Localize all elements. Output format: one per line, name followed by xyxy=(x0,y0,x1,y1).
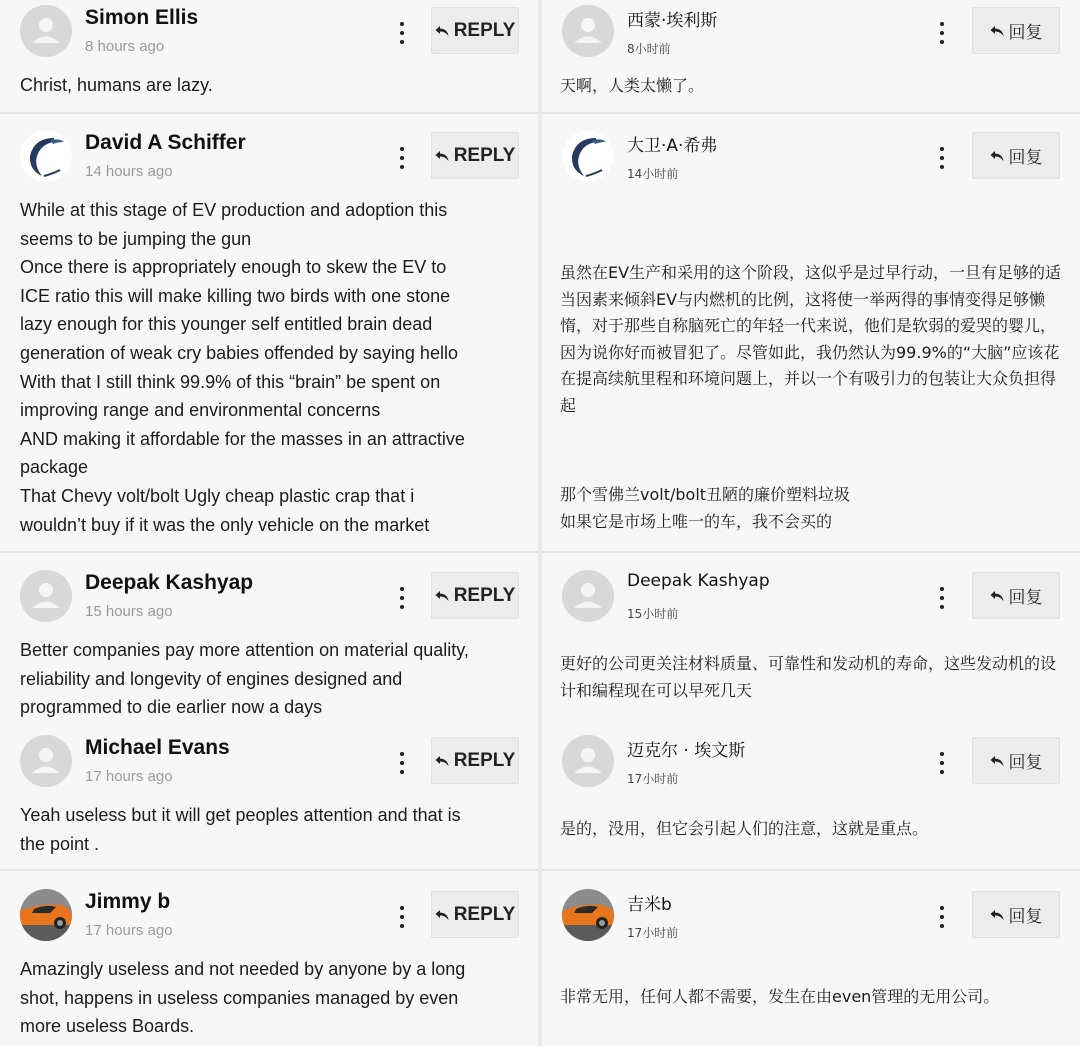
avatar[interactable] xyxy=(20,130,72,182)
comment-text-line: wouldn’t buy if it was the only vehicle on the market xyxy=(20,514,430,535)
reply-button[interactable] xyxy=(431,7,519,54)
avatar[interactable] xyxy=(562,5,614,57)
comment-text-line: While at this stage of EV production and adoption this xyxy=(20,200,448,220)
comment-body xyxy=(20,196,520,539)
reply-arrow-icon xyxy=(435,590,449,602)
reply-arrow-icon xyxy=(990,25,1004,37)
comment-text-line: With that I still think 99.9% of this “brain” be spent on xyxy=(20,371,441,392)
reply-button[interactable] xyxy=(431,132,519,179)
reply-label: 回复 xyxy=(1008,907,1043,927)
comment-text-line: 那个雪佛兰volt/bolt丑陋的廉价塑料垃圾 xyxy=(560,485,851,504)
reply-label: 回复 xyxy=(1008,148,1043,168)
comment-timestamp: 17 hours ago xyxy=(85,768,173,785)
comment-divider xyxy=(542,551,1080,553)
comment-text-paragraph: 更好的公司更关注材料质量、可靠性和发动机的寿命，这些发动机的设计和编程现在可以早死几天 xyxy=(560,654,1057,700)
comment-body xyxy=(560,73,1065,100)
more-options-icon[interactable] xyxy=(932,904,952,930)
chinese-comments-column xyxy=(542,0,1080,1046)
car-avatar-icon xyxy=(20,889,72,941)
avatar[interactable] xyxy=(20,570,72,622)
comment-timestamp: 14 hours ago xyxy=(85,163,173,180)
comment-text-line: 如果它是市场上唯一的车，我不会买的 xyxy=(560,511,833,531)
comment-timestamp: 17小时前 xyxy=(627,926,679,940)
reply-arrow-icon xyxy=(435,755,449,767)
comment-text-line: 是的，没用，但它会引起人们的注意，这就是重点。 xyxy=(560,819,929,838)
reply-button[interactable] xyxy=(431,572,519,619)
more-options-icon[interactable] xyxy=(392,20,412,46)
reply-arrow-icon xyxy=(435,25,449,37)
comment-text-line: Amazingly useless and not needed by anyone by a long xyxy=(20,959,466,979)
reply-label: REPLY xyxy=(453,584,516,606)
comment-body xyxy=(560,984,1065,1011)
reply-arrow-icon xyxy=(990,755,1004,767)
comment-author[interactable]: Deepak Kashyap xyxy=(85,571,254,594)
reply-button[interactable] xyxy=(431,891,519,938)
default-avatar-icon xyxy=(20,735,72,787)
comment-divider xyxy=(0,551,538,553)
comment-timestamp: 17 hours ago xyxy=(85,922,173,939)
comment-timestamp: 15小时前 xyxy=(627,607,679,621)
more-options-icon[interactable] xyxy=(392,585,412,611)
comment-author[interactable]: 迈克尔 · 埃文斯 xyxy=(627,741,746,761)
more-options-icon[interactable] xyxy=(932,585,952,611)
more-options-icon[interactable] xyxy=(932,20,952,46)
comment-author[interactable]: 吉米b xyxy=(627,895,672,915)
reply-arrow-icon xyxy=(990,590,1004,602)
comment-text-line: shot, happens in useless companies managed by even xyxy=(20,987,459,1008)
comment-body-continued xyxy=(560,482,1065,535)
comment-author[interactable]: Deepak Kashyap xyxy=(627,571,770,591)
reply-label: REPLY xyxy=(453,19,516,41)
reply-button[interactable] xyxy=(972,572,1060,619)
reply-label: 回复 xyxy=(1008,23,1043,43)
reply-arrow-icon xyxy=(435,909,449,921)
comment-text-line: improving range and environmental concerns xyxy=(20,400,381,421)
english-comments-column xyxy=(0,0,538,1046)
comment-text-paragraph: 虽然在EV生产和采用的这个阶段，这似乎是过早行动，一旦有足够的适当因素来倾斜EV与内燃机的比例，这将使一举两得的事情变得足够懒惰，对于那些自称脑死亡的年轻一代来说，他们是软弱的爱哭的婴儿，因为说你好而被冒犯了。尽管如此，我仍然认为99.9%的“大脑”应该花在提高续航里程和环境问题上，并以一个有吸引力的包装让大众负担得起 xyxy=(560,263,1062,415)
comment-text-line: ICE ratio this will make killing two birds with one stone xyxy=(20,285,451,306)
comment-author[interactable]: Simon Ellis xyxy=(85,6,199,29)
comment-body xyxy=(560,816,1065,843)
reply-label: REPLY xyxy=(453,144,516,166)
comment-timestamp: 14小时前 xyxy=(627,167,679,181)
comment-timestamp: 17小时前 xyxy=(627,772,679,786)
reply-button[interactable] xyxy=(972,737,1060,784)
comment-text-line: reliability and longevity of engines designed and xyxy=(20,668,403,689)
dolphin-avatar-icon xyxy=(562,130,614,182)
comment-text-line: package xyxy=(20,457,89,478)
more-options-icon[interactable] xyxy=(932,145,952,171)
avatar[interactable] xyxy=(20,735,72,787)
comment-author[interactable]: 西蒙·埃利斯 xyxy=(627,11,718,31)
comment-text-line: the point . xyxy=(20,833,100,854)
comment-body xyxy=(20,636,520,722)
reply-button[interactable] xyxy=(431,737,519,784)
default-avatar-icon xyxy=(20,5,72,57)
comment-body xyxy=(560,260,1065,419)
default-avatar-icon xyxy=(20,570,72,622)
comment-text-line: lazy enough for this younger self entitled brain dead xyxy=(20,314,433,335)
comment-author[interactable]: 大卫·A·希弗 xyxy=(627,136,718,156)
comment-body xyxy=(560,651,1065,704)
avatar[interactable] xyxy=(562,889,614,941)
comment-divider xyxy=(0,112,538,114)
comment-text-line: That Chevy volt/bolt Ugly cheap plastic crap that i xyxy=(20,485,415,506)
reply-button[interactable] xyxy=(972,891,1060,938)
avatar[interactable] xyxy=(562,735,614,787)
reply-label: REPLY xyxy=(453,903,516,925)
comment-timestamp: 15 hours ago xyxy=(85,603,173,620)
more-options-icon[interactable] xyxy=(932,750,952,776)
car-avatar-icon xyxy=(562,889,614,941)
comment-text-line: more useless Boards. xyxy=(20,1016,195,1037)
comment-text-line: 天啊，人类太懒了。 xyxy=(560,76,705,95)
comment-author[interactable]: Michael Evans xyxy=(85,736,230,759)
reply-button[interactable] xyxy=(972,132,1060,179)
default-avatar-icon xyxy=(562,735,614,787)
more-options-icon[interactable] xyxy=(392,145,412,171)
comment-text-line: Christ, humans are lazy. xyxy=(20,75,213,95)
comment-text-line: seems to be jumping the gun xyxy=(20,228,252,249)
avatar[interactable] xyxy=(562,570,614,622)
comment-text-line: generation of weak cry babies offended by saying hello xyxy=(20,342,458,363)
more-options-icon[interactable] xyxy=(392,750,412,776)
reply-label: 回复 xyxy=(1008,588,1043,608)
comment-text-line: Better companies pay more attention on material quality, xyxy=(20,640,469,660)
default-avatar-icon xyxy=(562,570,614,622)
comment-divider xyxy=(542,112,1080,114)
comment-body xyxy=(20,801,520,858)
reply-label: REPLY xyxy=(453,749,516,771)
reply-button[interactable] xyxy=(972,7,1060,54)
comment-text-line: Once there is appropriately enough to skew the EV to xyxy=(20,257,447,278)
comment-text-line: Yeah useless but it will get peoples attention and that is xyxy=(20,805,461,825)
comment-divider xyxy=(542,869,1080,871)
reply-arrow-icon xyxy=(990,909,1004,921)
avatar[interactable] xyxy=(20,5,72,57)
default-avatar-icon xyxy=(562,5,614,57)
comment-divider xyxy=(0,869,538,871)
comment-timestamp: 8小时前 xyxy=(627,42,671,56)
reply-label: 回复 xyxy=(1008,753,1043,773)
reply-arrow-icon xyxy=(990,150,1004,162)
more-options-icon[interactable] xyxy=(392,904,412,930)
comment-text-line: 非常无用，任何人都不需要，发生在由even管理的无用公司。 xyxy=(560,987,1000,1006)
comment-text-line: AND making it affordable for the masses in an attractive xyxy=(20,428,465,449)
comment-text-line: programmed to die earlier now a days xyxy=(20,697,323,718)
comment-author[interactable]: David A Schiffer xyxy=(85,131,246,154)
comment-body xyxy=(20,71,520,100)
comment-timestamp: 8 hours ago xyxy=(85,38,165,55)
avatar[interactable] xyxy=(562,130,614,182)
reply-arrow-icon xyxy=(435,150,449,162)
avatar[interactable] xyxy=(20,889,72,941)
dolphin-avatar-icon xyxy=(20,130,72,182)
comment-body xyxy=(20,955,520,1041)
comment-author[interactable]: Jimmy b xyxy=(85,890,171,913)
